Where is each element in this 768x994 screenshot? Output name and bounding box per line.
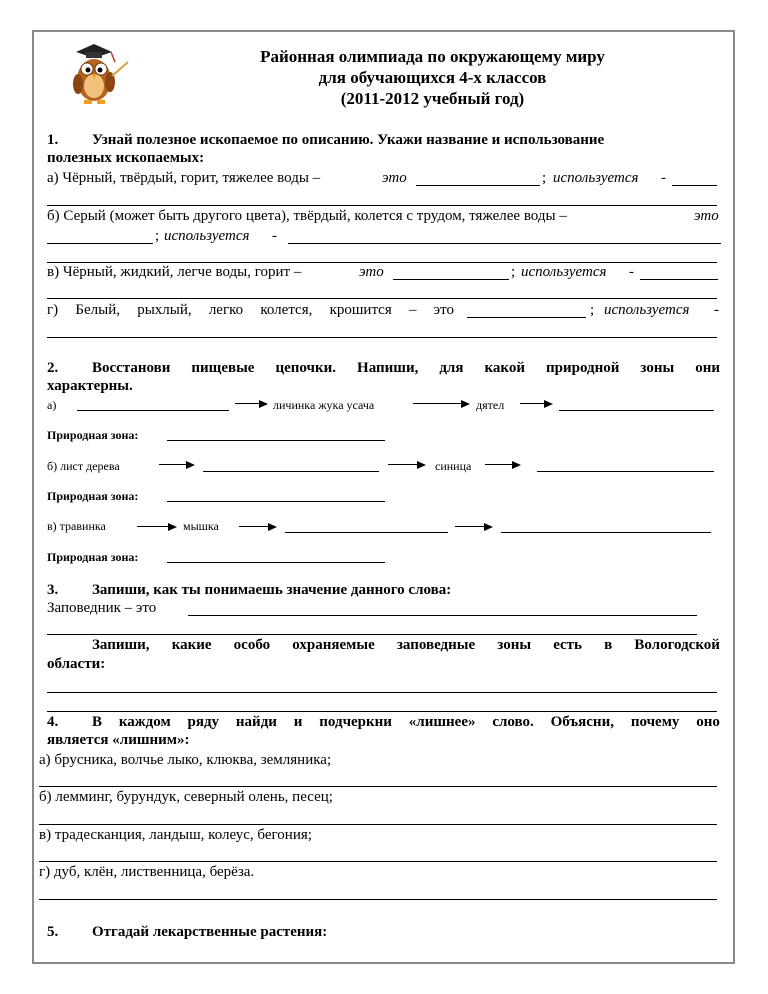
q1-a-answer-line xyxy=(416,185,540,186)
arrow-icon xyxy=(235,400,268,408)
q1-item-b: б) Серый (может быть другого цвета), твёрдый, колется с трудом, тяжелее воды – xyxy=(47,208,567,224)
zone-v-line xyxy=(167,562,385,563)
arrow-icon xyxy=(159,461,195,469)
q4-row-a-line xyxy=(39,786,717,787)
q1-a-used: используется xyxy=(553,170,639,186)
zone-v-label: Природная зона: xyxy=(47,550,139,564)
q1-v-this: это xyxy=(359,264,384,280)
q1-b-use-line xyxy=(288,243,721,244)
q1-b-dash: - xyxy=(272,228,277,244)
arrow-icon xyxy=(520,400,553,408)
chain-b-blank-1 xyxy=(203,471,379,472)
q3-answer-line xyxy=(188,615,697,616)
q2-number: 2. xyxy=(47,360,59,376)
chain-v-item-2: мышка xyxy=(183,519,219,533)
q3-text-2: Запиши, какие особо охраняемые заповедные зоны есть в Вологодской xyxy=(92,637,720,653)
q1-a-use-line xyxy=(672,185,717,186)
chain-v-blank-2 xyxy=(501,532,711,533)
q4-text-cont: является «лишним»: xyxy=(47,732,190,748)
q1-g-answer-line xyxy=(467,317,586,318)
arrow-icon xyxy=(137,523,177,531)
q1-b-used: используется xyxy=(164,228,250,244)
q1-v-dash: - xyxy=(629,264,634,280)
q4-number: 4. xyxy=(47,714,59,730)
arrow-icon xyxy=(485,461,521,469)
q4-row-b-line xyxy=(39,824,717,825)
q1-item-v: в) Чёрный, жидкий, легче воды, горит – xyxy=(47,264,302,280)
owl-mascot-icon xyxy=(62,40,134,106)
q1-number: 1. xyxy=(47,132,59,148)
q1-v-line2 xyxy=(47,298,717,299)
q1-item-g: г) Белый, рыхлый, легко колется, крошится – это xyxy=(47,302,454,318)
chain-a-prefix: а) xyxy=(47,398,57,412)
q4-row-v-line xyxy=(39,861,717,862)
chain-b-blank-2 xyxy=(537,471,714,472)
q3-number: 3. xyxy=(47,582,59,598)
chain-b-item-2: синица xyxy=(435,459,472,473)
q4-text: В каждом ряду найди и подчеркни «лишнее» слово. Объясни, почему оно xyxy=(92,714,720,730)
q1-a-dash: - xyxy=(661,170,666,186)
arrow-icon xyxy=(455,523,493,531)
q3-zones-line-2 xyxy=(47,711,717,712)
q1-a-line2 xyxy=(47,205,717,206)
page-title: Районная олимпиада по окружающему миру xyxy=(260,47,605,66)
q1-a-this: это xyxy=(382,170,407,186)
q1-text-cont: полезных ископаемых: xyxy=(47,150,205,166)
chain-a-item-1: личинка жука усача xyxy=(273,398,375,412)
q3-term: Заповедник – это xyxy=(47,600,157,616)
q3-text: Запиши, как ты понимаешь значение данного слова: xyxy=(92,582,452,598)
q1-v-used: используется xyxy=(521,264,607,280)
zone-a-label: Природная зона: xyxy=(47,428,139,442)
q1-text: Узнай полезное ископаемое по описанию. Укажи название и использование xyxy=(92,132,605,148)
zone-b-label: Природная зона: xyxy=(47,489,139,503)
q1-g-used: используется xyxy=(604,302,690,318)
q1-b-answer-line xyxy=(47,243,153,244)
zone-b-line xyxy=(167,501,385,502)
arrow-icon xyxy=(388,461,426,469)
chain-a-blank-2 xyxy=(559,410,714,411)
q3-text-2-cont: области: xyxy=(47,656,106,672)
q1-g-semicolon: ; xyxy=(590,302,595,318)
page-subtitle: для обучающихся 4-х классов xyxy=(318,68,547,87)
q5-number: 5. xyxy=(47,924,59,940)
arrow-icon xyxy=(413,400,470,408)
q1-v-answer-line xyxy=(393,279,509,280)
school-year: (2011-2012 учебный год) xyxy=(340,89,525,108)
chain-b-item-1: б) лист дерева xyxy=(47,459,120,473)
q2-text-cont: характерны. xyxy=(47,378,133,394)
chain-v-blank-1 xyxy=(285,532,448,533)
zone-a-line xyxy=(167,440,385,441)
q4-row-a: а) брусника, волчье лыко, клюква, земляника; xyxy=(39,752,332,768)
q1-item-a: а) Чёрный, твёрдый, горит, тяжелее воды – xyxy=(47,170,321,186)
q3-answer-line-2 xyxy=(47,634,697,635)
chain-a-blank-1 xyxy=(77,410,229,411)
q4-row-v: в) традесканция, ландыш, колеус, бегония; xyxy=(39,827,312,843)
q1-g-line2 xyxy=(47,337,717,338)
q1-v-semicolon: ; xyxy=(511,264,516,280)
arrow-icon xyxy=(239,523,277,531)
q4-row-g: г) дуб, клён, лиственница, берёза. xyxy=(39,864,255,880)
q4-row-g-line xyxy=(39,899,717,900)
q1-a-semicolon: ; xyxy=(542,170,547,186)
q5-text: Отгадай лекарственные растения: xyxy=(92,924,328,940)
q1-b-semicolon: ; xyxy=(155,228,160,244)
q1-g-dash: - xyxy=(714,302,719,318)
q4-row-b: б) лемминг, бурундук, северный олень, песец; xyxy=(39,789,333,805)
q3-zones-line-1 xyxy=(47,692,717,693)
q1-v-use-line xyxy=(640,279,718,280)
q2-text: Восстанови пищевые цепочки. Напиши, для какой природной зоны они xyxy=(92,360,720,376)
chain-a-item-2: дятел xyxy=(476,398,505,412)
chain-v-item-1: в) травинка xyxy=(47,519,106,533)
q1-b-line2 xyxy=(47,262,717,263)
q1-b-this: это xyxy=(694,208,719,224)
